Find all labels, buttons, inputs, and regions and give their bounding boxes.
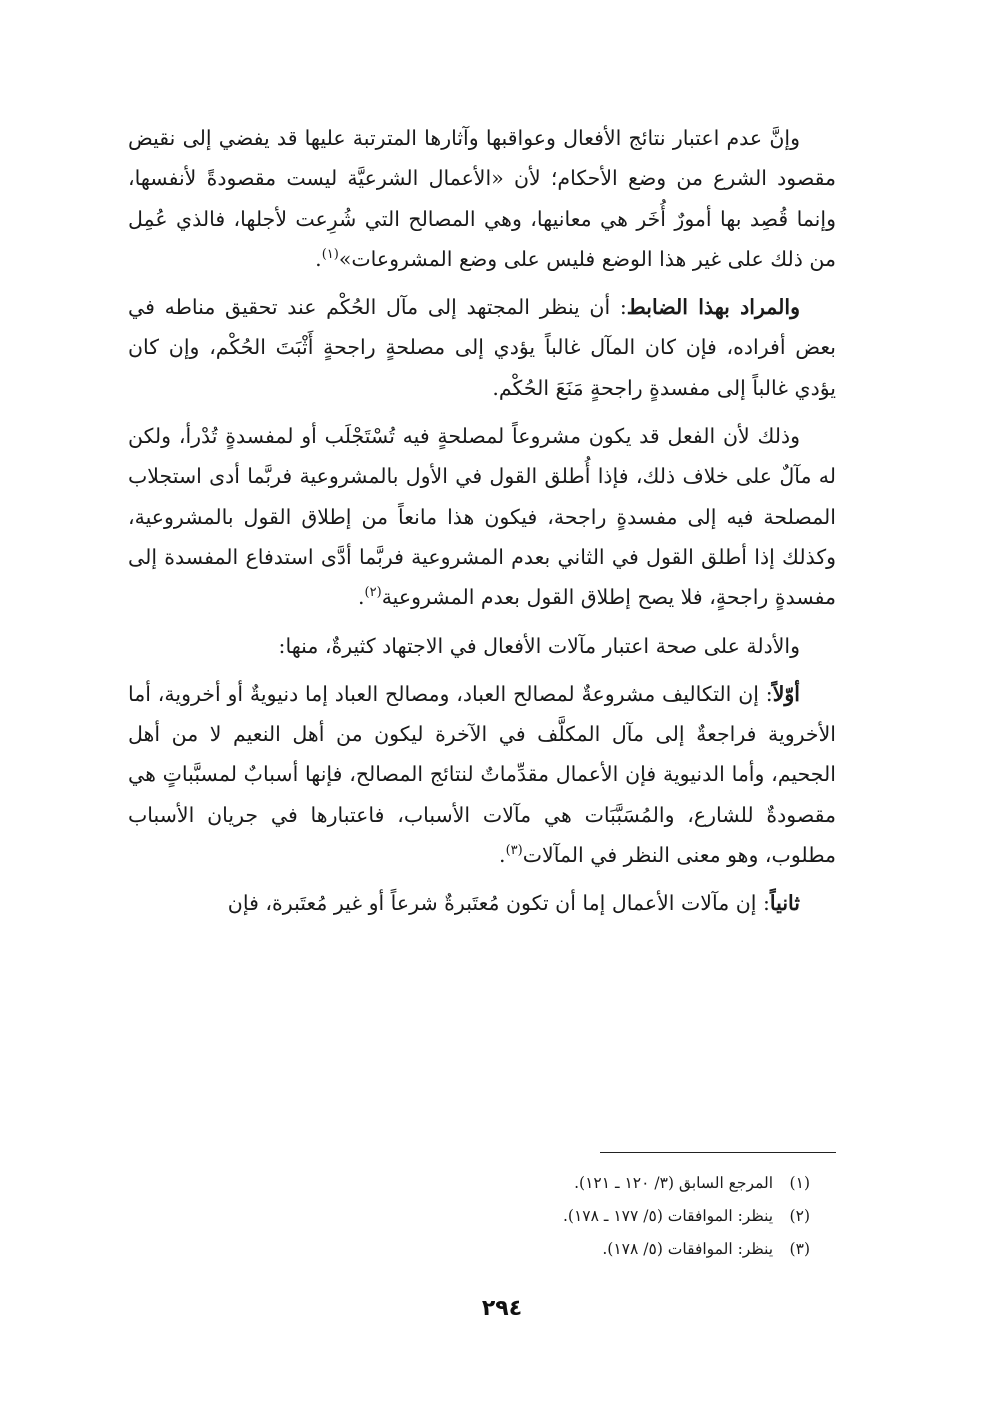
- paragraph-text: : إن التكاليف مشروعةٌ لمصالح العباد، ومصالح العباد إما دنيويةٌ أو أخروية، أما الأخروية فراجعةٌ إلى مآل المكلَّف في الآخرة ليكون من أهل النعيم لا من أهل الجحيم، وأما الدنيوية فإن الأعمال مقدِّماتٌ لنتائج المصالح، فإنها أسبابٌ لمسبَّباتٍ هي مقصودةٌ للشارع، والمُسَبَّبَات هي مآلات الأسباب، فاعتبارها في جريان الأسباب مطلوب، وهو معنى النظر في المآلات: [128, 681, 836, 868]
- paragraph-6: [128, 883, 836, 923]
- main-text: [128, 118, 836, 932]
- footnote-1: [128, 1167, 836, 1200]
- footnote-ref[interactable]: (٣): [505, 843, 523, 859]
- footnote-ref[interactable]: (١): [321, 247, 339, 263]
- paragraph-text: والأدلة على صحة اعتبار مآلات الأفعال في الاجتهاد كثيرةٌ، منها:: [278, 633, 800, 658]
- footnote-number: (١): [789, 1174, 810, 1192]
- footnote-number: (٣): [789, 1240, 810, 1258]
- footnote-text: ينظر: الموافقات (٥/ ١٧٧ ـ ١٧٨).: [562, 1207, 774, 1225]
- paragraph-2: [128, 287, 836, 408]
- paragraph-lead: أوّلاً: [772, 681, 800, 706]
- footnote-text: المرجع السابق (٣/ ١٢٠ ـ ١٢١).: [574, 1174, 774, 1192]
- paragraph-end: .: [499, 843, 506, 868]
- footnote-text: ينظر: الموافقات (٥/ ١٧٨).: [602, 1240, 774, 1258]
- page-number: ٢٩٤: [481, 1296, 523, 1321]
- paragraph-1: [128, 118, 836, 279]
- paragraph-text: وذلك لأن الفعل قد يكون مشروعاً لمصلحةٍ فيه تُسْتَجْلَب أو لمفسدةٍ تُدْرأ، ولكن له مآلٌ على خلاف ذلك، فإذا أُطلق القول في الأول بالمشروعية فربَّما أدى استجلاب المصلحة فيه إلى مفسدةٍ راجحة، فيكون هذا مانعاً من إطلاق القول بالمشروعية، وكذلك إذا أطلق القول في الثاني بعدم المشروعية فربَّما أدَّى استدفاع المفسدة إلى مفسدةٍ راجحةٍ، فلا يصح إطلاق القول بعدم المشروعية: [128, 424, 836, 610]
- footnotes: [128, 1152, 836, 1266]
- paragraph-3: [128, 416, 836, 617]
- paragraph-lead: والمراد بهذا الضابط: [626, 295, 800, 320]
- paragraph-4: [128, 626, 836, 666]
- paragraph-text: وإنَّ عدم اعتبار نتائج الأفعال وعواقبها وآثارها المترتبة عليها قد يفضي إلى نقيض مقصود الشرع من وضع الأحكام؛ لأن «الأعمال الشرعيَّة ليست مقصودةً لأنفسها، وإنما قُصِد بها أمورٌ أُخَر هي معانيها، وهي المصالح التي شُرِعت لأجلها، فالذي عُمِل من ذلك على غير هذا الوضع فليس على وضع المشروعات»: [128, 126, 836, 271]
- paragraph-text: : إن مآلات الأعمال إما أن تكون مُعتَبرةٌ شرعاً أو غير مُعتَبرة، فإن: [227, 891, 770, 916]
- paragraph-end: .: [315, 246, 322, 271]
- footnote-ref[interactable]: (٢): [364, 585, 382, 601]
- footnote-number: (٢): [789, 1207, 810, 1225]
- paragraph-end: .: [358, 585, 365, 610]
- footnote-2: [128, 1200, 836, 1233]
- paragraph-lead: ثانياً: [769, 891, 800, 916]
- footnote-3: [128, 1233, 836, 1266]
- footnote-divider: [600, 1152, 836, 1153]
- paragraph-text: : أن ينظر المجتهد إلى مآل الحُكْم عند تحقيق مناطه في بعض أفراده، فإن كان المآل غالباً يؤدي إلى مصلحةٍ راجحةٍ أَثْبَتَ الحُكْم، وإن كان يؤدي غالباً إلى مفسدةٍ راجحةٍ مَنَعَ الحُكْم.: [128, 295, 836, 400]
- paragraph-5: [128, 674, 836, 875]
